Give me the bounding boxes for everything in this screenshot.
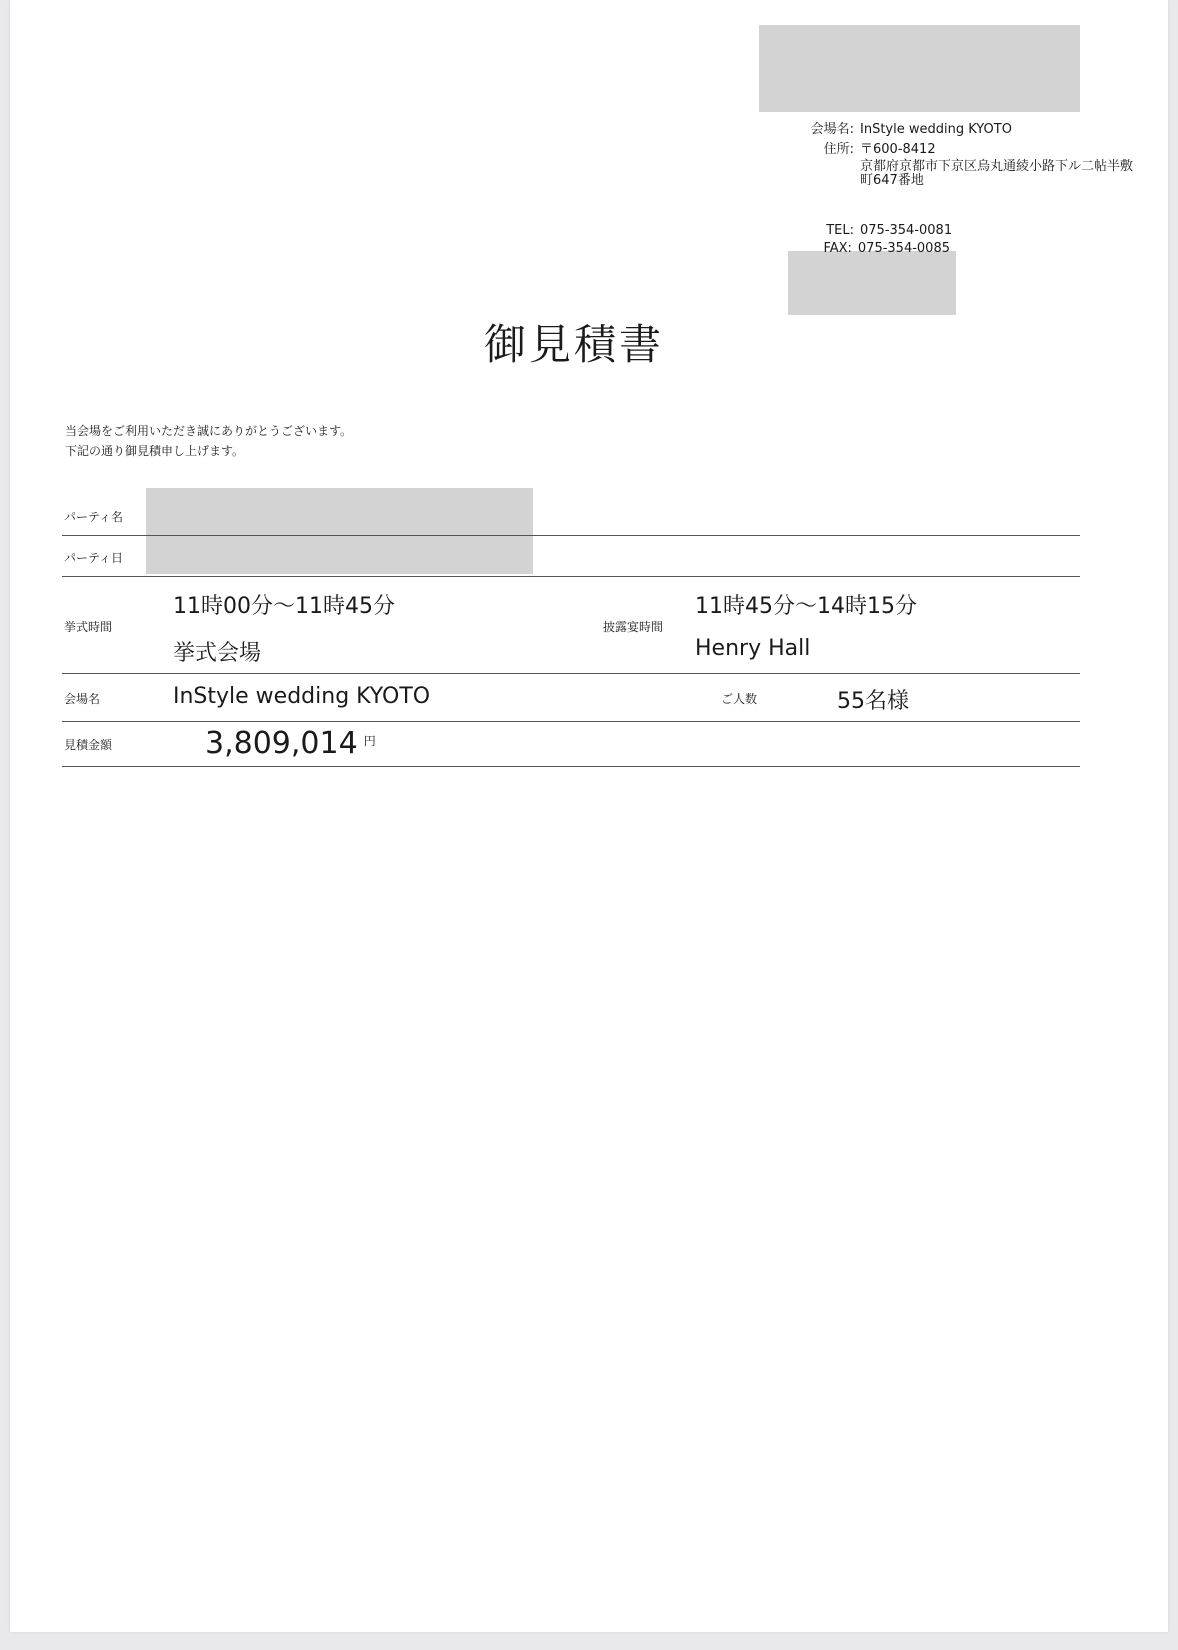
party-date-row <box>62 536 1080 577</box>
venue-value: InStyle wedding KYOTO <box>173 684 431 709</box>
venue-name-value: InStyle wedding KYOTO <box>860 122 1012 137</box>
party-name-label: パーティ名 <box>64 510 124 524</box>
venue-name-label: 会場名: <box>810 122 854 137</box>
intro-text <box>65 421 352 461</box>
reception-time-label: 披露宴時間 <box>603 620 664 634</box>
document-title: 御見積書 <box>483 320 664 369</box>
venue-row <box>62 674 1080 722</box>
amount-value: 3,809,014 <box>205 726 358 761</box>
postal-code: 〒600-8412 <box>860 142 936 157</box>
amount-value-wrap <box>205 726 376 761</box>
guests-value: 55名様 <box>837 689 909 714</box>
address-label: 住所: <box>823 142 854 157</box>
fax-value: 075-354-0085 <box>857 241 950 254</box>
amount-unit: 円 <box>363 734 376 748</box>
ceremony-venue-value: 挙式会場 <box>173 641 262 666</box>
address-line-1: 京都府京都市下京区烏丸通綾小路下ル二帖半敷 <box>860 159 1134 174</box>
address-line-2: 町647番地 <box>860 173 924 188</box>
guests-label: ご人数 <box>721 692 758 706</box>
address-row <box>800 141 1150 158</box>
venue-name-row <box>800 121 1150 138</box>
amount-row <box>62 722 1080 767</box>
document-page <box>10 0 1168 1632</box>
reception-hall-value: Henry Hall <box>695 636 811 661</box>
reception-time-value: 11時45分〜14時15分 <box>695 594 917 619</box>
venue-info <box>800 121 1150 239</box>
amount-label: 見積金額 <box>64 738 113 752</box>
party-name-row <box>62 488 1080 536</box>
estimate-table <box>62 488 1080 767</box>
time-row <box>62 577 1080 674</box>
venue-label: 会場名 <box>64 692 101 706</box>
tel-label: TEL: <box>826 223 854 238</box>
ceremony-time-value: 11時00分〜11時45分 <box>173 594 395 619</box>
party-date-label: パーティ日 <box>64 551 124 565</box>
fax-label: FAX: <box>823 241 852 254</box>
redacted-logo <box>759 25 1080 112</box>
tel-row <box>800 222 1150 239</box>
intro-line-2: 下記の通り御見積申し上げます。 <box>65 444 245 458</box>
intro-line-1: 当会場をご利用いただき誠にありがとうございます。 <box>65 424 353 438</box>
fax-row-clipped <box>800 240 950 254</box>
redacted-stamp <box>788 251 956 315</box>
tel-value: 075-354-0081 <box>860 223 953 238</box>
ceremony-time-label: 挙式時間 <box>64 620 113 634</box>
